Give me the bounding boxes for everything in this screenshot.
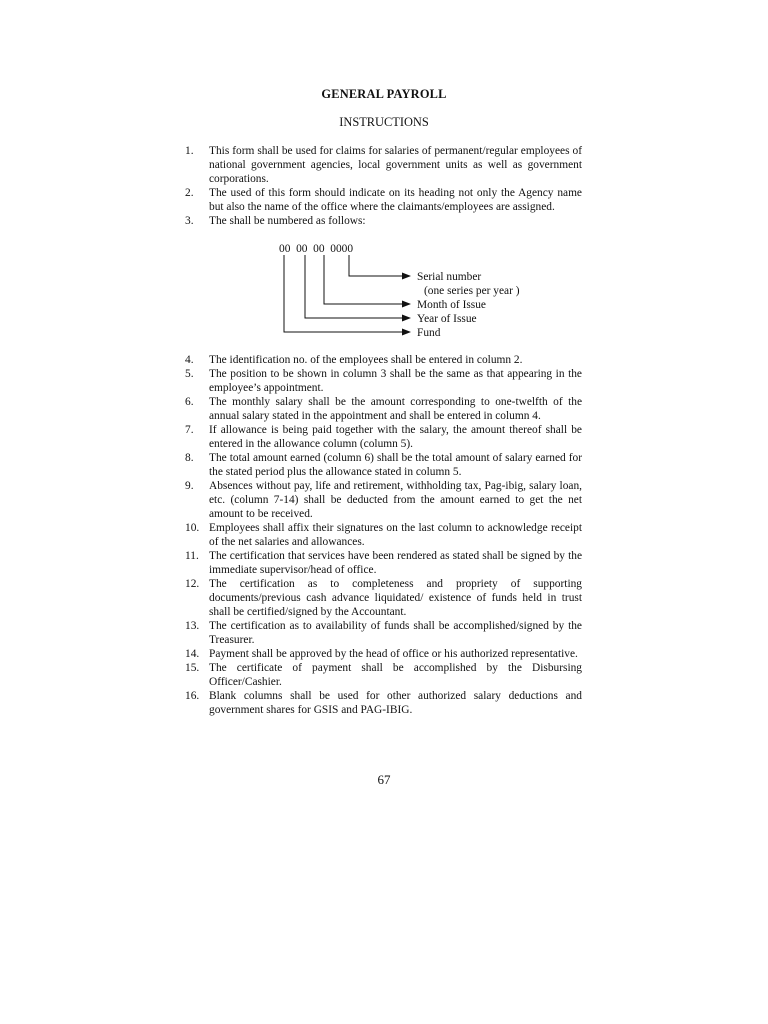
- instruction-item: [185, 451, 582, 479]
- instruction-item: [185, 577, 582, 619]
- instruction-text: If allowance is being paid together with the salary, the amount thereof shall be entered in the allowance column (column 5).: [209, 424, 582, 450]
- instruction-number: 15.: [185, 662, 200, 674]
- numbering-arrowheads: [402, 273, 411, 336]
- instruction-text: The certification that services have been rendered as stated shall be signed by the immediate supervisor/head of office.: [209, 550, 582, 576]
- label-series-note: (one series per year ): [424, 285, 520, 297]
- instruction-number: 11.: [185, 550, 199, 562]
- arrowhead-month-icon: [402, 301, 411, 308]
- instruction-number: 10.: [185, 522, 200, 534]
- instruction-text: The monthly salary shall be the amount corresponding to one-twelfth of the annual salary stated in the appointment and shall be entered in column 4.: [209, 396, 582, 422]
- instruction-item: [185, 367, 582, 395]
- instruction-number: 12.: [185, 578, 200, 590]
- instruction-number: 5.: [185, 368, 194, 380]
- instruction-number: 13.: [185, 620, 200, 632]
- instruction-text: The position to be shown in column 3 shall be the same as that appearing in the employee’s appointment.: [209, 368, 582, 394]
- instruction-number: 7.: [185, 424, 194, 436]
- instructions-list-top: [185, 144, 582, 228]
- page-number: 67: [377, 772, 391, 787]
- label-serial-number: Serial number: [417, 271, 482, 283]
- instruction-number: 2.: [185, 187, 194, 199]
- instruction-number: 3.: [185, 215, 194, 227]
- instruction-item: [185, 353, 582, 367]
- instruction-item: [185, 214, 582, 228]
- instruction-number: 9.: [185, 480, 194, 492]
- instruction-item: [185, 395, 582, 423]
- instruction-number: 4.: [185, 354, 194, 366]
- instruction-text: Blank columns shall be used for other authorized salary deductions and government shares for GSIS and PAG-IBIG.: [209, 690, 582, 716]
- page-subtitle: INSTRUCTIONS: [339, 115, 429, 129]
- instruction-text: Employees shall affix their signatures on the last column to acknowledge receipt of the net salaries and allowances.: [209, 522, 582, 548]
- instruction-number: 6.: [185, 396, 194, 408]
- instruction-text: The total amount earned (column 6) shall be the total amount of salary earned for the stated period plus the allowance stated in column 5.: [209, 452, 582, 478]
- instruction-item: [185, 661, 582, 689]
- instructions-list-bottom: [185, 353, 582, 717]
- instruction-item: [185, 479, 582, 521]
- instruction-text: The certification as to completeness and propriety of supporting documents/previous cash advance liquidated/ existence of funds held in trust shall be certified/signed by the Accountant.: [209, 578, 582, 618]
- arrowhead-year-icon: [402, 315, 411, 322]
- numbering-diagram: [260, 239, 560, 349]
- instruction-text: The used of this form should indicate on its heading not only the Agency name but also the name of the office where the claimants/employees are assigned.: [209, 187, 582, 213]
- instruction-text: The identification no. of the employees shall be entered in column 2.: [209, 354, 523, 366]
- page-title: GENERAL PAYROLL: [321, 87, 447, 101]
- instruction-text: Absences without pay, life and retirement, withholding tax, Pag-ibig, salary loan, etc. (column 7-14) shall be deducted from the amount earned to get the net amount to be received.: [209, 480, 582, 520]
- instruction-number: 1.: [185, 145, 194, 157]
- instruction-text: Payment shall be approved by the head of office or his authorized representative.: [209, 648, 578, 660]
- instruction-item: [185, 521, 582, 549]
- arrowhead-serial-icon: [402, 273, 411, 280]
- instruction-item: [185, 423, 582, 451]
- instruction-text: This form shall be used for claims for salaries of permanent/regular employees of national government agencies, local government units as well as government corporations.: [209, 145, 582, 185]
- instruction-text: The certificate of payment shall be accomplished by the Disbursing Officer/Cashier.: [209, 662, 582, 688]
- numbering-code: 00 00 00 0000: [279, 243, 354, 255]
- numbering-connectors: [284, 255, 402, 332]
- instruction-number: 14.: [185, 648, 200, 660]
- label-fund: Fund: [417, 327, 441, 339]
- instruction-text: The shall be numbered as follows:: [209, 215, 366, 227]
- label-year-of-issue: Year of Issue: [417, 313, 477, 325]
- instruction-item: [185, 647, 582, 661]
- instruction-text: The certification as to availability of funds shall be accomplished/signed by the Treasurer.: [209, 620, 582, 646]
- instruction-number: 8.: [185, 452, 194, 464]
- instruction-item: [185, 549, 582, 577]
- arrowhead-fund-icon: [402, 329, 411, 336]
- instruction-item: [185, 619, 582, 647]
- instruction-number: 16.: [185, 690, 200, 702]
- instruction-item: [185, 186, 582, 214]
- instruction-item: [185, 144, 582, 186]
- instruction-item: [185, 689, 582, 717]
- label-month-of-issue: Month of Issue: [417, 299, 486, 311]
